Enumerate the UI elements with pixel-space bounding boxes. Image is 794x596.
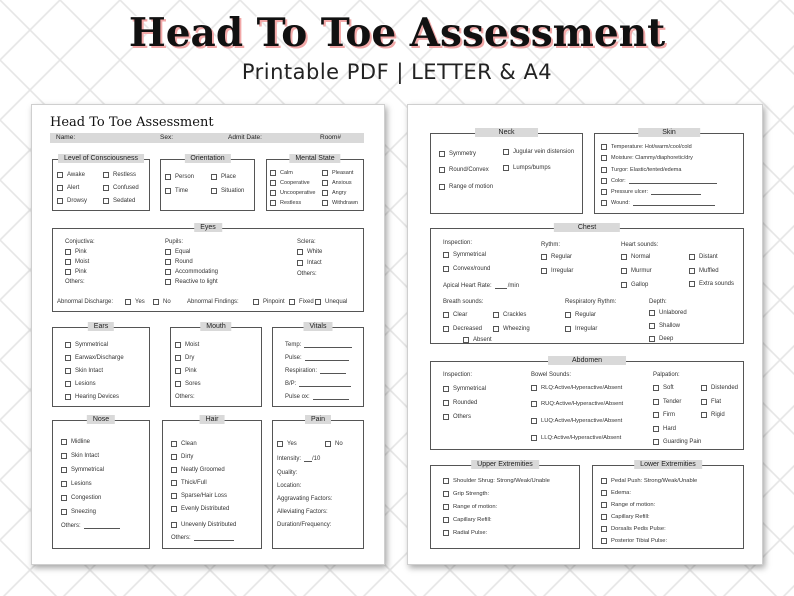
checkbox-item[interactable]: Deep — [649, 336, 673, 342]
checkbox-item[interactable]: Situation — [211, 188, 244, 194]
skin-section — [594, 129, 744, 214]
section-title: Mental State — [289, 154, 340, 163]
form-page-1 — [31, 104, 385, 565]
checkbox-item[interactable]: Wheezing — [493, 326, 530, 332]
vital-field[interactable]: Pulse ox: — [285, 394, 349, 400]
checkbox-item[interactable]: Color: — [601, 178, 717, 184]
vital-field[interactable]: Temp: — [285, 342, 352, 348]
checkbox-item[interactable]: Reactive to light — [165, 279, 218, 285]
palpation-label: Palpation: — [653, 372, 680, 378]
section-title: Skin — [638, 128, 700, 137]
respiratory-rythm-label: Respiratory Rythm: — [565, 299, 617, 305]
checkbox-item[interactable]: Irregular — [565, 326, 597, 332]
checkbox-item[interactable]: Guarding Pain — [653, 439, 701, 445]
checkbox-item[interactable]: Dirty — [171, 454, 193, 460]
patient-info-bar — [50, 133, 364, 143]
section-title: Abdomen — [548, 356, 626, 365]
checkbox-item[interactable]: Pink — [65, 249, 87, 255]
checkbox-item[interactable]: LUQ:Active/Hyperactive/Absent — [531, 418, 622, 424]
sex-label: Sex: — [160, 134, 174, 141]
checkbox-item[interactable]: Distant — [689, 254, 718, 260]
checkbox-item[interactable]: Posterior Tibial Pulse: — [601, 538, 667, 544]
checkbox-item[interactable]: Range of motion — [439, 184, 493, 190]
section-title: Eyes — [194, 223, 222, 232]
checkbox-item[interactable]: Rigid — [701, 412, 725, 418]
section-title: Orientation — [184, 154, 230, 163]
checkbox-item[interactable]: Skin Intact — [61, 453, 99, 459]
checkbox-item[interactable]: Moist — [65, 259, 89, 265]
checkbox-item[interactable]: Dorsalis Pedis Pulse: — [601, 526, 666, 532]
vital-field[interactable]: Pulse: — [285, 355, 349, 361]
others-label: Others: — [65, 279, 85, 285]
ears-section — [52, 323, 150, 407]
checkbox-item[interactable]: Regular — [565, 312, 596, 318]
checkbox-item[interactable]: Edema: — [601, 490, 631, 496]
checkbox-item[interactable]: Equal — [165, 249, 190, 255]
checkbox-item[interactable]: Alert — [57, 185, 79, 191]
checkbox-item[interactable]: Pink — [175, 368, 197, 374]
checkbox-item[interactable]: Fixed — [289, 299, 314, 305]
checkbox-item[interactable]: Flat — [701, 399, 721, 405]
checkbox-item[interactable]: Range of motion: — [443, 504, 497, 510]
section-title: Mouth — [200, 322, 231, 331]
abdomen-section — [430, 357, 744, 450]
vital-field[interactable]: B/P: — [285, 381, 351, 387]
checkbox-item[interactable]: Firm — [653, 412, 675, 418]
checkbox-item[interactable]: Intact — [297, 260, 322, 266]
bowel-sounds-label: Bowel Sounds: — [531, 372, 572, 378]
upper-extremities-section — [430, 461, 580, 549]
checkbox-item[interactable]: Drowsy — [57, 198, 87, 204]
checkbox-item[interactable]: Muffled — [689, 268, 719, 274]
checkbox-item[interactable]: Calm — [270, 170, 293, 176]
mental-state-section — [266, 155, 364, 211]
section-title: Ears — [88, 322, 114, 331]
checkbox-item[interactable]: Sparse/Hair Loss — [171, 493, 227, 499]
checkbox-item[interactable]: Clean — [171, 441, 197, 447]
checkbox-item[interactable]: Unevenly Distributed — [171, 522, 236, 528]
checkbox-item[interactable]: Wound: — [601, 200, 715, 206]
hair-section — [162, 416, 262, 549]
neck-section — [430, 129, 583, 214]
findings-label: Abnormal Findings: — [187, 299, 239, 305]
checkbox-item[interactable]: LLQ:Active/Hyperactive/Absent — [531, 435, 621, 441]
mouth-section — [170, 323, 262, 407]
section-title: Vitals — [304, 322, 333, 331]
checkbox-no[interactable]: No — [325, 441, 343, 447]
checkbox-item[interactable]: Evenly Distributed — [171, 506, 229, 512]
section-title: Level of Consciousness — [58, 154, 144, 163]
consciousness-section — [52, 155, 150, 211]
checkbox-item[interactable]: Angry — [322, 190, 346, 196]
checkbox-item[interactable]: Symmetrical — [443, 252, 486, 258]
heart-sounds-label: Heart sounds: — [621, 242, 659, 248]
main-title: Head To Toe Assessment — [128, 10, 666, 56]
checkbox-item[interactable]: Pressure ulcer: — [601, 189, 701, 195]
checkbox-item[interactable]: Moisture: Clammy/diaphoretic/dry — [601, 155, 693, 161]
checkbox-item[interactable]: Shallow — [649, 323, 680, 329]
checkbox-item[interactable]: Absent — [463, 337, 492, 343]
checkbox-item[interactable]: Restless — [103, 172, 136, 178]
aggravating-label: Aggravating Factors: — [277, 496, 333, 502]
checkbox-item[interactable]: Skin Intact — [65, 368, 103, 374]
checkbox-item[interactable]: Accommodating — [165, 269, 218, 275]
checkbox-item[interactable]: Lumps/bumps — [503, 165, 551, 171]
checkbox-item[interactable]: Jugular vein distension — [503, 149, 574, 155]
checkbox-item[interactable]: Regular — [541, 254, 572, 260]
checkbox-item[interactable]: Moist — [175, 342, 199, 348]
checkbox-item[interactable]: Clear — [443, 312, 467, 318]
section-title: Lower Extremities — [634, 460, 702, 469]
checkbox-item[interactable]: Radial Pulse: — [443, 530, 487, 536]
checkbox-item[interactable]: Unlabored — [649, 310, 687, 316]
subtitle: Printable PDF | LETTER & A4 — [241, 60, 553, 84]
section-title: Pain — [305, 415, 331, 424]
checkbox-item[interactable]: Pleasant — [322, 170, 353, 176]
others-field[interactable]: Others: — [171, 535, 234, 541]
checkbox-item[interactable]: Restless — [270, 200, 301, 206]
checkbox-item[interactable]: Distended — [701, 385, 738, 391]
checkbox-item[interactable]: Dry — [175, 355, 194, 361]
checkbox-item[interactable]: Sores — [175, 381, 201, 387]
section-title: Upper Extremities — [471, 460, 539, 469]
checkbox-item[interactable]: Pink — [65, 269, 87, 275]
checkbox-item[interactable]: Others — [443, 414, 471, 420]
checkbox-item[interactable]: RUQ:Active/Hyperactive/Absent — [531, 401, 623, 407]
checkbox-item[interactable]: Sedated — [103, 198, 135, 204]
others-field[interactable]: Others: — [61, 523, 120, 529]
checkbox-item[interactable]: Thick/Full — [171, 480, 207, 486]
checkbox-item[interactable]: Unequal — [315, 299, 347, 305]
inspection-label: Inspection: — [443, 372, 473, 378]
checkbox-item[interactable]: Temperature: Hot/warm/cool/cold — [601, 144, 692, 150]
inspection-label: Inspection: — [443, 240, 473, 246]
rythm-label: Rythm: — [541, 242, 561, 248]
checkbox-item[interactable]: Midline — [61, 439, 90, 445]
checkbox-item[interactable]: Symmetrical — [61, 467, 104, 473]
alleviating-label: Alleviating Factors: — [277, 509, 328, 515]
page-title: Head To Toe Assessment — [50, 115, 214, 130]
checkbox-item[interactable]: Range of motion: — [601, 502, 655, 508]
checkbox-item[interactable]: Round/Convex — [439, 167, 489, 173]
checkbox-item[interactable]: Hard — [653, 426, 676, 432]
section-title: Neck — [475, 128, 539, 137]
others-label: Others: — [297, 271, 317, 277]
checkbox-item[interactable]: Capillary Refill: — [601, 514, 650, 520]
orientation-section — [160, 155, 255, 211]
pupils-label: Pupils: — [165, 239, 184, 245]
checkbox-item[interactable]: Extra sounds — [689, 281, 734, 287]
checkbox-item[interactable]: Awake — [57, 172, 85, 178]
checkbox-item[interactable]: Pedal Push: Strong/Weak/Unable — [601, 478, 697, 484]
checkbox-item[interactable]: Earwax/Discharge — [65, 355, 124, 361]
checkbox-item[interactable]: Cooperative — [270, 180, 310, 186]
checkbox-item[interactable]: Person — [165, 174, 194, 180]
checkbox-item[interactable]: Congestion — [61, 495, 101, 501]
checkbox-item[interactable]: Time — [165, 188, 188, 194]
checkbox-item[interactable]: Confused — [103, 185, 139, 191]
quality-label: Quality: — [277, 470, 298, 476]
depth-label: Depth: — [649, 299, 667, 305]
location-label: Location: — [277, 483, 302, 489]
lower-extremities-section — [592, 461, 744, 549]
checkbox-item[interactable]: Murmur — [621, 268, 652, 274]
checkbox-item[interactable]: Gallop — [621, 282, 648, 288]
section-title: Chest — [554, 223, 620, 232]
checkbox-item[interactable]: Neatly Groomed — [171, 467, 225, 473]
checkbox-item[interactable]: Grip Strength: — [443, 491, 489, 497]
duration-label: Duration/Frequency: — [277, 522, 332, 528]
checkbox-item[interactable]: Soft — [653, 385, 674, 391]
checkbox-item[interactable]: Hearing Devices — [65, 394, 119, 400]
checkbox-item[interactable]: Lesions — [65, 381, 96, 387]
breath-sounds-label: Breath sounds: — [443, 299, 484, 305]
checkbox-item[interactable]: RLQ:Active/Hyperactive/Absent — [531, 385, 622, 391]
checkbox-item[interactable]: Normal — [621, 254, 650, 260]
name-label: Name: — [56, 134, 76, 141]
checkbox-item[interactable]: Withdrawn — [322, 200, 358, 206]
checkbox-item[interactable]: Rounded — [443, 400, 477, 406]
form-page-2 — [407, 104, 763, 565]
checkbox-item[interactable]: Anxious — [322, 180, 352, 186]
vital-field[interactable]: Respiration: — [285, 368, 346, 374]
checkbox-item[interactable]: Crackles — [493, 312, 526, 318]
checkbox-item[interactable]: Uncooperative — [270, 190, 315, 196]
checkbox-item[interactable]: Tender — [653, 399, 681, 405]
intensity-field[interactable]: Intensity: /10 — [277, 456, 321, 462]
room-label: Room# — [320, 134, 341, 141]
checkbox-yes[interactable]: Yes — [277, 441, 297, 447]
chest-section — [430, 224, 744, 344]
checkbox-item[interactable]: Round — [165, 259, 193, 265]
vitals-section — [272, 323, 364, 407]
conjunctiva-label: Conjuctiva: — [65, 239, 95, 245]
checkbox-yes[interactable]: Yes — [125, 299, 145, 305]
admit-date-label: Admit Date: — [228, 134, 262, 141]
checkbox-item[interactable]: Lesions — [61, 481, 92, 487]
checkbox-item[interactable]: White — [297, 249, 322, 255]
checkbox-item[interactable]: Decreased — [443, 326, 482, 332]
checkbox-item[interactable]: Irregular — [541, 268, 573, 274]
eyes-section — [52, 224, 364, 312]
others-label: Others: — [175, 394, 195, 400]
checkbox-item[interactable]: Shoulder Shrug: Strong/Weak/Unable — [443, 478, 550, 484]
checkbox-item[interactable]: Symmetrical — [443, 386, 486, 392]
checkbox-item[interactable]: Turgor: Elastic/tented/edema — [601, 167, 681, 173]
sclera-label: Sclera: — [297, 239, 316, 245]
checkbox-item[interactable]: Symmetrical — [65, 342, 108, 348]
checkbox-item[interactable]: Place — [211, 174, 236, 180]
checkbox-item[interactable]: Capillary Refill: — [443, 517, 492, 523]
checkbox-no[interactable]: No — [153, 299, 171, 305]
checkbox-item[interactable]: Pinpoint — [253, 299, 285, 305]
nose-section — [52, 416, 150, 549]
checkbox-item[interactable]: Convex/round — [443, 266, 490, 272]
section-title: Nose — [87, 415, 115, 424]
checkbox-item[interactable]: Symmetry — [439, 151, 476, 157]
checkbox-item[interactable]: Sneezing — [61, 509, 96, 515]
pain-section — [272, 416, 364, 549]
discharge-label: Abnormal Discharge: — [57, 299, 114, 305]
section-title: Hair — [200, 415, 225, 424]
apical-rate-field[interactable]: Apical Heart Rate: /min — [443, 283, 520, 289]
